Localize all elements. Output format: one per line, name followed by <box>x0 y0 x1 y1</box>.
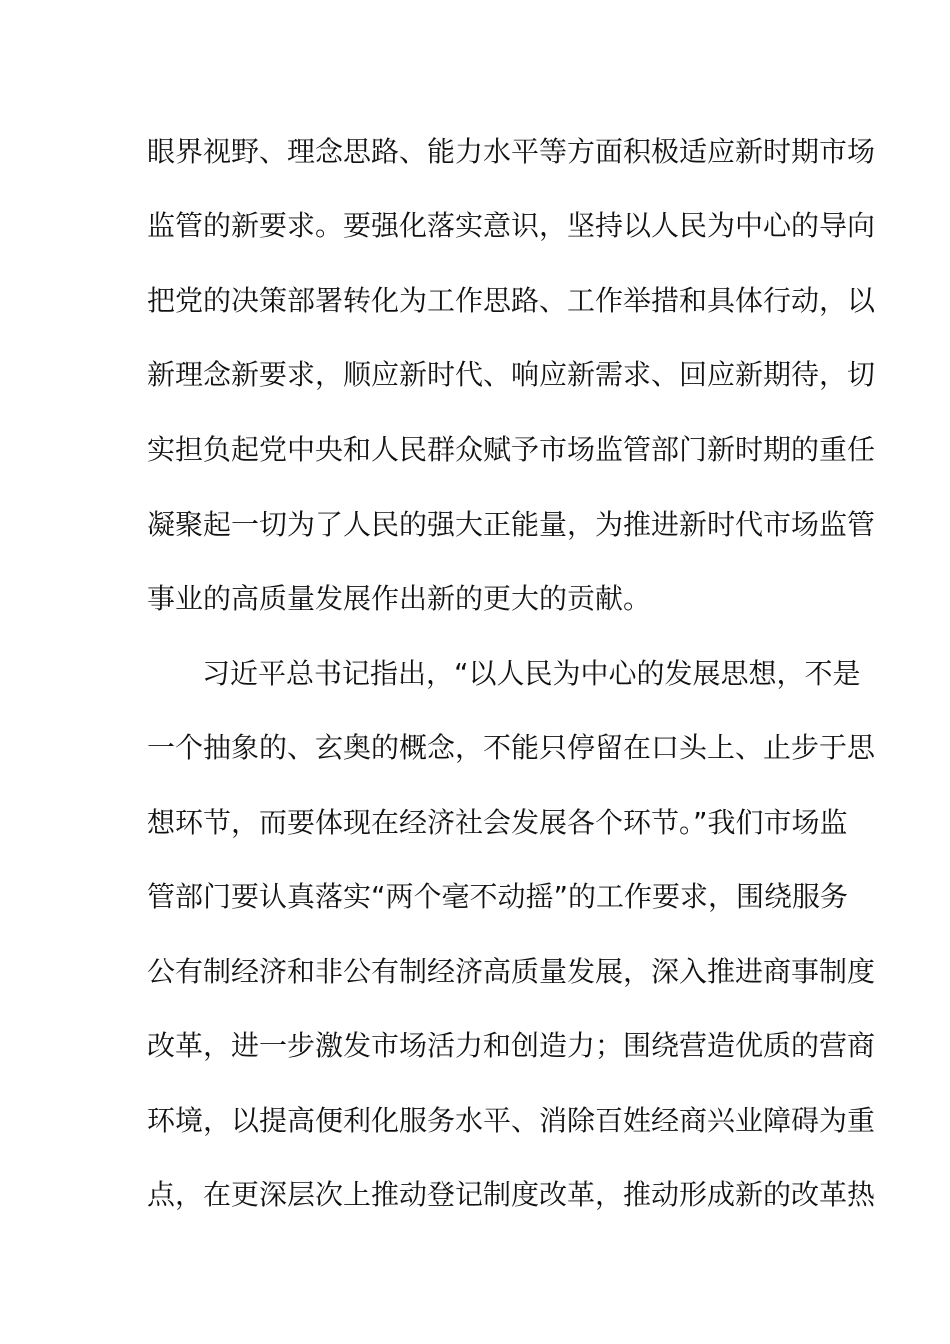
text-line: 环境，以提高便利化服务水平、消除百姓经商兴业障碍为重 <box>147 1104 876 1137</box>
text-line: 管部门要认真落实“两个毫不动摇”的工作要求，围绕服务 <box>147 880 849 913</box>
text-line: 凝聚起一切为了人民的强大正能量，为推进新时代市场监管 <box>147 508 876 541</box>
text-line: 点，在更深层次上推动登记制度改革，推动形成新的改革热 <box>147 1178 876 1211</box>
paragraph-first-line: 习近平总书记指出，“以人民为中心的发展思想，不是 <box>202 657 861 690</box>
text-line: 新理念新要求，顺应新时代、响应新需求、回应新期待，切 <box>147 358 876 391</box>
text-line: 把党的决策部署转化为工作思路、工作举措和具体行动，以 <box>147 284 876 317</box>
text-line: 想环节，而要体现在经济社会发展各个环节。”我们市场监 <box>147 806 848 839</box>
text-line: 实担负起党中央和人民群众赋予市场监管部门新时期的重任 <box>147 433 876 466</box>
text-line: 公有制经济和非公有制经济高质量发展，深入推进商事制度 <box>147 955 876 988</box>
paragraph-end-line: 事业的高质量发展作出新的更大的贡献。 <box>147 582 652 615</box>
text-line: 监管的新要求。要强化落实意识，坚持以人民为中心的导向 <box>147 209 876 242</box>
text-line: 改革，进一步激发市场活力和创造力；围绕营造优质的营商 <box>147 1029 876 1062</box>
text-line: 一个抽象的、玄奥的概念，不能只停留在口头上、止步于思 <box>147 731 876 764</box>
text-line: 眼界视野、理念思路、能力水平等方面积极适应新时期市场 <box>147 135 876 168</box>
